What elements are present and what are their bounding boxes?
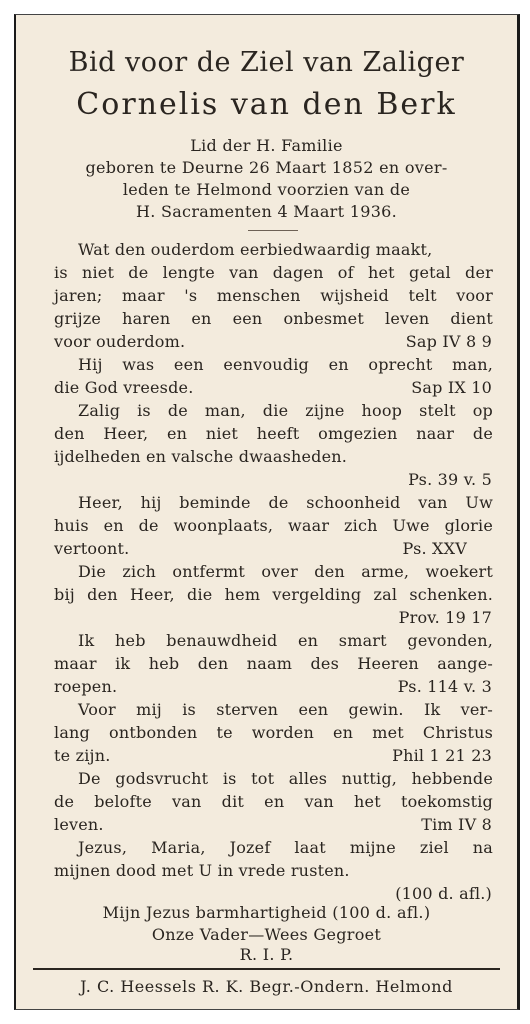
- scripture-reference: Phil 1 21 23: [392, 746, 492, 765]
- text-line: roepen.: [54, 677, 118, 696]
- indulgence-note: (100 d. afl.): [395, 884, 492, 903]
- text-line: de belofte van dit en van het toekomstig: [54, 792, 493, 811]
- text-line: De godsvrucht is tot alles nuttig, hebbende: [78, 769, 493, 788]
- footer-divider: [33, 968, 500, 970]
- memorial-card: [14, 14, 520, 1010]
- text-line: te zijn.: [54, 746, 111, 765]
- scripture-reference: Ps. XXV: [402, 539, 467, 558]
- text-line: die God vreesde.: [54, 378, 194, 397]
- text-line: Hij was een eenvoudig en oprecht man,: [78, 355, 493, 374]
- prayer-line: Mijn Jezus barmhartigheid (100 d. afl.): [102, 903, 431, 922]
- scripture-reference: Ps. 39 v. 5: [408, 470, 492, 489]
- text-line: leven.: [54, 815, 104, 834]
- scripture-reference: Tim IV 8: [421, 815, 492, 834]
- text-line: ijdelheden en valsche dwaasheden.: [54, 447, 348, 466]
- rip-line: R. I. P.: [239, 945, 294, 964]
- text-line: Wat den ouderdom eerbiedwaardig maakt,: [78, 240, 433, 259]
- text-line: Zalig is de man, die zijne hoop stelt op: [78, 401, 493, 420]
- text-line: lang ontbonden te worden en met Christus: [54, 723, 493, 742]
- text-line: Die zich ontfermt over den arme, woekert: [78, 562, 493, 581]
- text-line: bij den Heer, die hem vergelding zal schenken.: [54, 585, 493, 604]
- divider: [248, 230, 298, 231]
- scripture-reference: Sap IX 10: [411, 378, 492, 397]
- deceased-name: Cornelis van den Berk: [76, 87, 457, 122]
- text-line: vertoont.: [54, 539, 130, 558]
- prayer-line: Onze Vader—Wees Gegroet: [151, 925, 382, 944]
- text-line: is niet de lengte van dagen of het getal der: [54, 263, 493, 282]
- text-line: voor ouderdom.: [54, 332, 186, 351]
- text-line: Voor mij is sterven een gewin. Ik ver-: [78, 700, 493, 719]
- scripture-reference: Prov. 19 17: [398, 608, 492, 627]
- text-line: grijze haren en een onbesmet leven dient: [54, 309, 493, 328]
- text-line: huis en de woonplaats, waar zich Uwe glorie: [54, 516, 493, 535]
- prayer-heading: Bid voor de Ziel van Zaliger: [68, 47, 465, 78]
- bio-line-2: leden te Helmond voorzien van de: [122, 180, 411, 199]
- undertaker-line: J. C. Heessels R. K. Begr.-Ondern. Helmond: [80, 977, 453, 996]
- text-line: Heer, hij beminde de schoonheid van Uw: [78, 493, 493, 512]
- membership-line: Lid der H. Familie: [190, 136, 343, 155]
- text-line: den Heer, en niet heeft omgezien naar de: [54, 424, 493, 443]
- text-line: Jezus, Maria, Jozef laat mijne ziel na: [78, 838, 493, 857]
- text-line: Ik heb benauwdheid en smart gevonden,: [78, 631, 493, 650]
- text-line: mijnen dood met U in vrede rusten.: [54, 861, 350, 880]
- bio-line-1: geboren te Deurne 26 Maart 1852 en over-: [85, 158, 448, 177]
- text-line: maar ik heb den naam des Heeren aange-: [54, 654, 493, 673]
- scripture-reference: Sap IV 8 9: [405, 332, 492, 351]
- text-line: jaren; maar 's menschen wijsheid telt voor: [54, 286, 493, 305]
- bio-line-3: H. Sacramenten 4 Maart 1936.: [135, 202, 398, 221]
- scripture-reference: Ps. 114 v. 3: [397, 677, 492, 696]
